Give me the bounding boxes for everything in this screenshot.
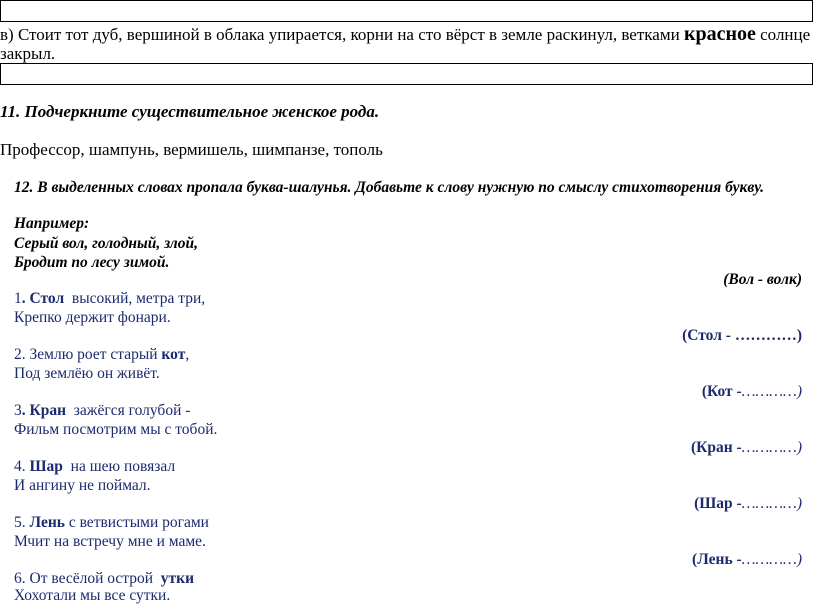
- example-line2: Бродит по лесу зимой.: [14, 254, 170, 271]
- item-2-word: кот: [161, 346, 186, 363]
- example-line1: Серый вол, голодный, злой,: [14, 235, 198, 252]
- item-4-rest: на шею повязал: [62, 458, 176, 475]
- item-4-word: Шар: [29, 458, 63, 475]
- example-label: Например:: [14, 215, 90, 232]
- item-4-sep: .: [21, 458, 30, 475]
- item-6-number: 6: [14, 570, 22, 587]
- item-3-sep: .: [21, 402, 30, 419]
- item-3-rest: зажёгся голубой -: [66, 402, 191, 419]
- item-4-line2: И ангину не поймал.: [14, 477, 151, 494]
- item-3-line1: [14, 401, 190, 420]
- item-1-rest: высокий, метра три,: [64, 290, 206, 307]
- task11-words[interactable]: Профессор, шампунь, вермишель, шимпанзе, тополь: [0, 140, 383, 159]
- sentence-v-highlight: красное: [683, 23, 756, 45]
- item-2-answer-word: (Кот -: [701, 383, 742, 400]
- item-5-number: 5: [14, 514, 22, 531]
- item-5-rest: с ветвистыми рогами: [64, 514, 209, 531]
- item-5-sep: .: [21, 514, 30, 531]
- item-3-answer-word: (Кран -: [690, 439, 742, 456]
- item-1-line1: [14, 289, 205, 308]
- sentence-v-line1: [0, 24, 810, 45]
- answer-box-second[interactable]: [0, 63, 813, 85]
- answer-box-top[interactable]: [0, 0, 813, 22]
- sentence-v-suffix: солнце: [760, 25, 811, 44]
- item-5-line2: Мчит на встречу мне и маме.: [14, 533, 206, 550]
- item-2-answer[interactable]: [702, 382, 802, 401]
- task11-title: 11. Подчеркните существительное женское рода.: [0, 102, 380, 121]
- item-5-answer-dots[interactable]: …………): [741, 551, 802, 568]
- item-1-number: 1: [14, 290, 22, 307]
- item-3-answer[interactable]: [691, 438, 802, 457]
- item-3-line2: Фильм посмотрим мы с тобой.: [14, 421, 218, 438]
- item-1-answer-dots[interactable]: …………): [734, 327, 802, 344]
- item-4-answer-dots[interactable]: …………): [741, 495, 802, 512]
- item-1-sep: .: [21, 290, 30, 307]
- item-2-line2: Под землёю он живёт.: [14, 365, 160, 382]
- item-4-answer-word: (Шар -: [694, 495, 742, 512]
- item-5-word: Лень: [29, 514, 65, 531]
- sentence-v-line2: закрыл.: [0, 44, 56, 63]
- item-2-rest: ,: [185, 346, 190, 363]
- item-2-sep: . Землю роет старый: [21, 346, 162, 363]
- example-answer: (Вол - волк): [723, 271, 802, 288]
- item-5-answer-word: (Лень -: [692, 551, 742, 568]
- item-3-word: Кран: [29, 402, 67, 419]
- item-2-answer-dots[interactable]: …………): [741, 383, 802, 400]
- item-2-line1: [14, 345, 189, 364]
- item-6-line2: Хохотали мы все сутки.: [14, 587, 171, 604]
- item-6-word: утки: [160, 570, 195, 587]
- item-6-sep: . От весёлой острой: [21, 570, 161, 587]
- item-4-answer[interactable]: [694, 494, 802, 513]
- item-2-number: 2: [14, 346, 22, 363]
- item-1-line2: Крепко держит фонари.: [14, 309, 171, 326]
- item-1-word: Стол: [29, 290, 65, 307]
- item-3-number: 3: [14, 402, 22, 419]
- sentence-v-prefix: в) Стоит тот дуб, вершиной в облака упирается, корни на сто вёрст в земле раскинул, ветками: [0, 25, 680, 44]
- task12-title: 12. В выделенных словах пропала буква-шалунья. Добавьте к слову нужную по смыслу стихотворения букву.: [14, 179, 765, 196]
- item-4-line1: [14, 457, 175, 476]
- item-5-line1: [14, 513, 209, 532]
- item-5-answer[interactable]: [692, 550, 802, 569]
- item-3-answer-dots[interactable]: …………): [741, 439, 802, 456]
- item-1-answer-word: (Стол -: [682, 327, 735, 344]
- item-1-answer[interactable]: [682, 326, 802, 345]
- item-4-number: 4: [14, 458, 22, 475]
